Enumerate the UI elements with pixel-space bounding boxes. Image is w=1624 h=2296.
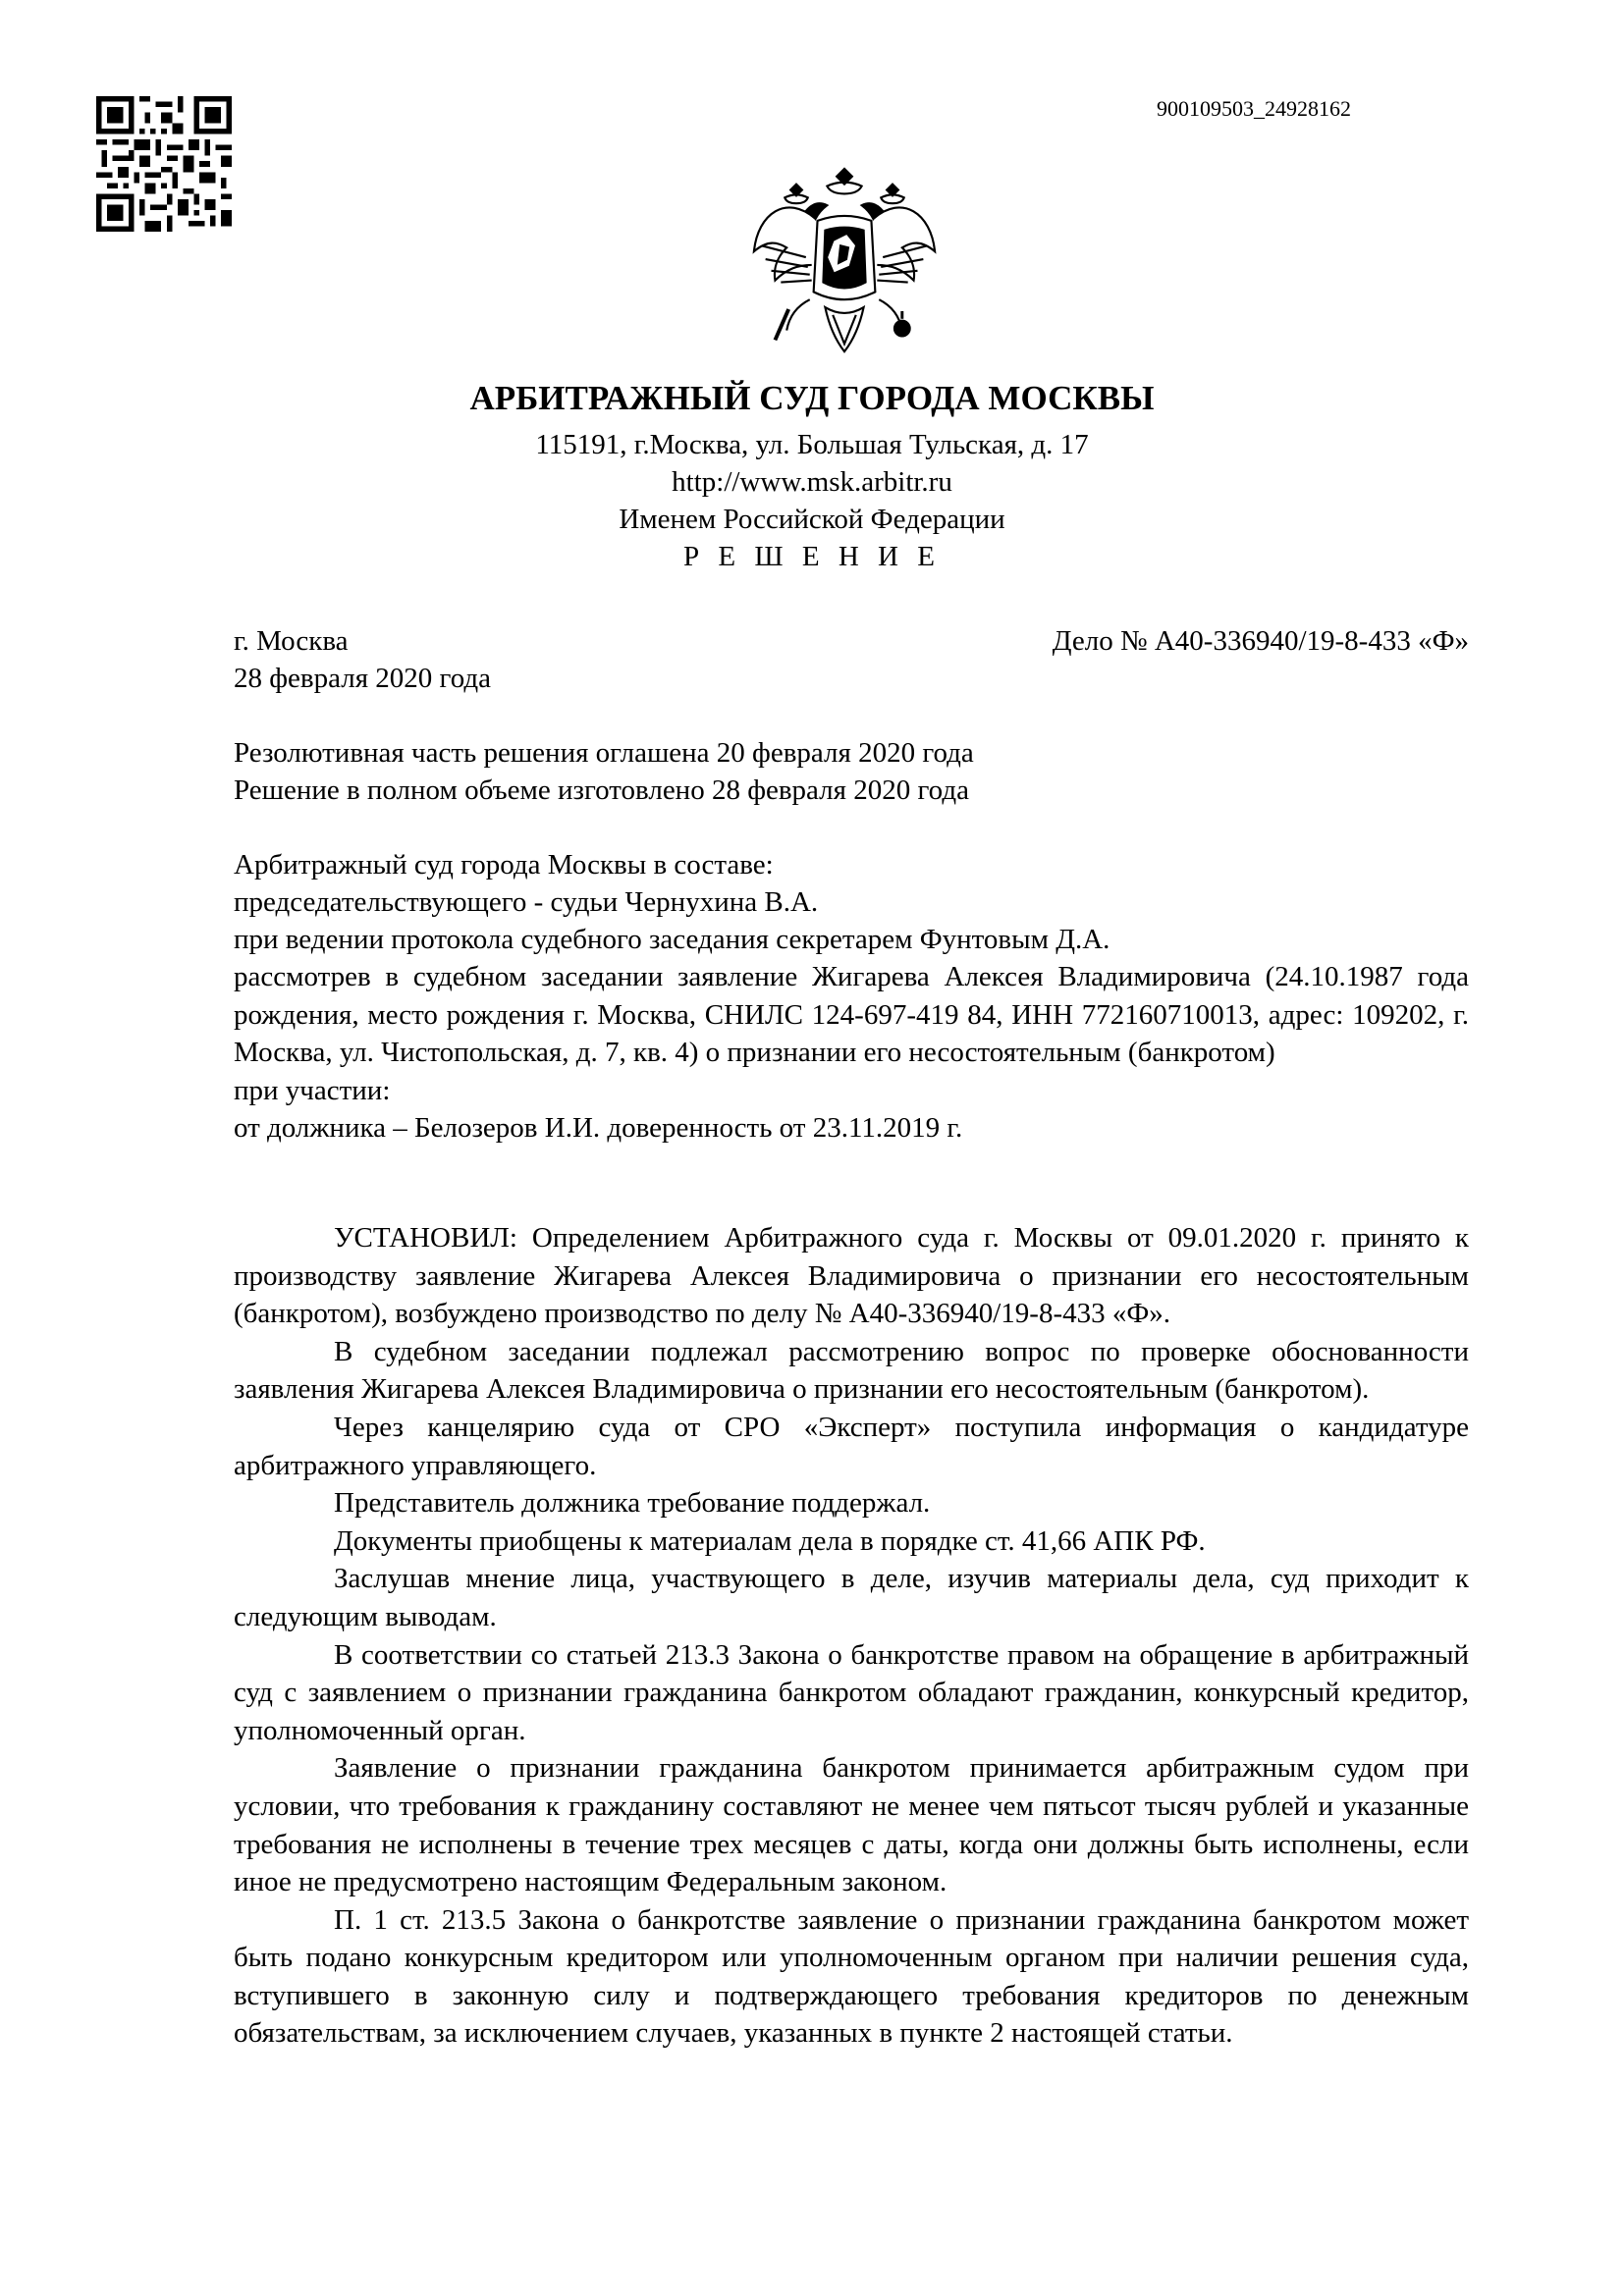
composition-line: при ведении протокола судебного заседания секретарем Фунтовым Д.А. xyxy=(234,924,1110,955)
paragraph: Заслушав мнение лица, участвующего в деле, изучив материалы дела, суд приходит к следующим выводам. xyxy=(234,1563,1469,1632)
paragraph: Документы приобщены к материалам дела в порядке ст. 41,66 АПК РФ. xyxy=(334,1524,1206,1557)
participation-text: от должника – Белозеров И.И. доверенность от 23.11.2019 г. xyxy=(234,1112,963,1145)
paragraph: П. 1 ст. 213.5 Закона о банкротстве заявление о признании гражданина банкротом может быть подано конкурсным кредитором или уполномоченным органом при наличии решения суда, вступившего в законную силу и подтверждающего требования кредиторов по денежным обязательствам, за исключением случаев, указанных в пункте 2 настоящей статьи. xyxy=(234,1903,1469,2050)
produced-line: Решение в полном объеме изготовлено 28 февраля 2020 года xyxy=(234,774,969,806)
considering-text: рассмотрев в судебном заседании заявление Жигарева Алексея Владимировича (24.10.1987 года рождения, место рождения г. Москва, СНИЛС 124-697-419 84, ИНН 772160710013, адрес: 109202, г. Москва, ул. Чистопольская, д. 7, кв. 4) о признании его несостоятельным (банкротом) xyxy=(234,961,1469,1069)
document-id: 900109503_24928162 xyxy=(1157,96,1351,121)
court-name: АРБИТРАЖНЫЙ СУД ГОРОДА МОСКВЫ xyxy=(469,379,1155,417)
in-the-name-line: Именем Российской Федерации xyxy=(619,504,1005,535)
paragraph: Заявление о признании гражданина банкротом принимается арбитражным судом при условии, что требования к гражданину составляют не менее чем пятьсот тысяч рублей и указанные требования не исполнены в течение трех месяцев с даты, когда они должны быть исполнены, если иное не предусмотрено настоящим Федеральным законом. xyxy=(234,1752,1469,1898)
paragraph: В соответствии со статьей 213.3 Закона о банкротстве правом на обращение в арбитражный суд с заявлением о признании гражданина банкротом обладают гражданин, конкурсный кредитор, уполномоченный орган. xyxy=(234,1638,1469,1746)
paragraph: УСТАНОВИЛ: Определением Арбитражного суда г. Москвы от 09.01.2020 г. принято к производству заявление Жигарева Алексея Владимировича о признании его несостоятельным (банкротом), возбуждено производство по делу № А40-336940/19-8-433 «Ф». xyxy=(234,1222,1469,1330)
coat-of-arms-emblem xyxy=(748,163,941,359)
decision-body xyxy=(234,1219,1469,2053)
qr-code xyxy=(96,96,232,232)
announced-line: Резолютивная часть решения оглашена 20 февраля 2020 года xyxy=(234,737,974,769)
composition-line: Арбитражный суд города Москвы в составе: xyxy=(234,849,774,881)
court-website: http://www.msk.arbitr.ru xyxy=(672,466,952,498)
document-type: Р Е Ш Е Н И Е xyxy=(683,541,941,572)
court-address: 115191, г.Москва, ул. Большая Тульская, д. 17 xyxy=(535,429,1089,460)
city: г. Москва xyxy=(234,625,349,657)
decision-date: 28 февраля 2020 года xyxy=(234,663,492,694)
considering-block xyxy=(234,958,1469,1148)
paragraph: Через канцелярию суда от СРО «Эксперт» поступила информация о кандидатуре арбитражного управляющего. xyxy=(234,1411,1469,1481)
paragraph: В судебном заседании подлежал рассмотрению вопрос по проверке обоснованности заявления Жигарева Алексея Владимировича о признании его несостоятельным (банкротом). xyxy=(234,1335,1469,1406)
paragraph: Представитель должника требование поддержал. xyxy=(334,1487,931,1520)
composition-line: председательствующего - судьи Чернухина В.А. xyxy=(234,886,819,918)
case-number: Дело № А40-336940/19-8-433 «Ф» xyxy=(1052,625,1469,657)
participation-label: при участии: xyxy=(234,1074,391,1106)
